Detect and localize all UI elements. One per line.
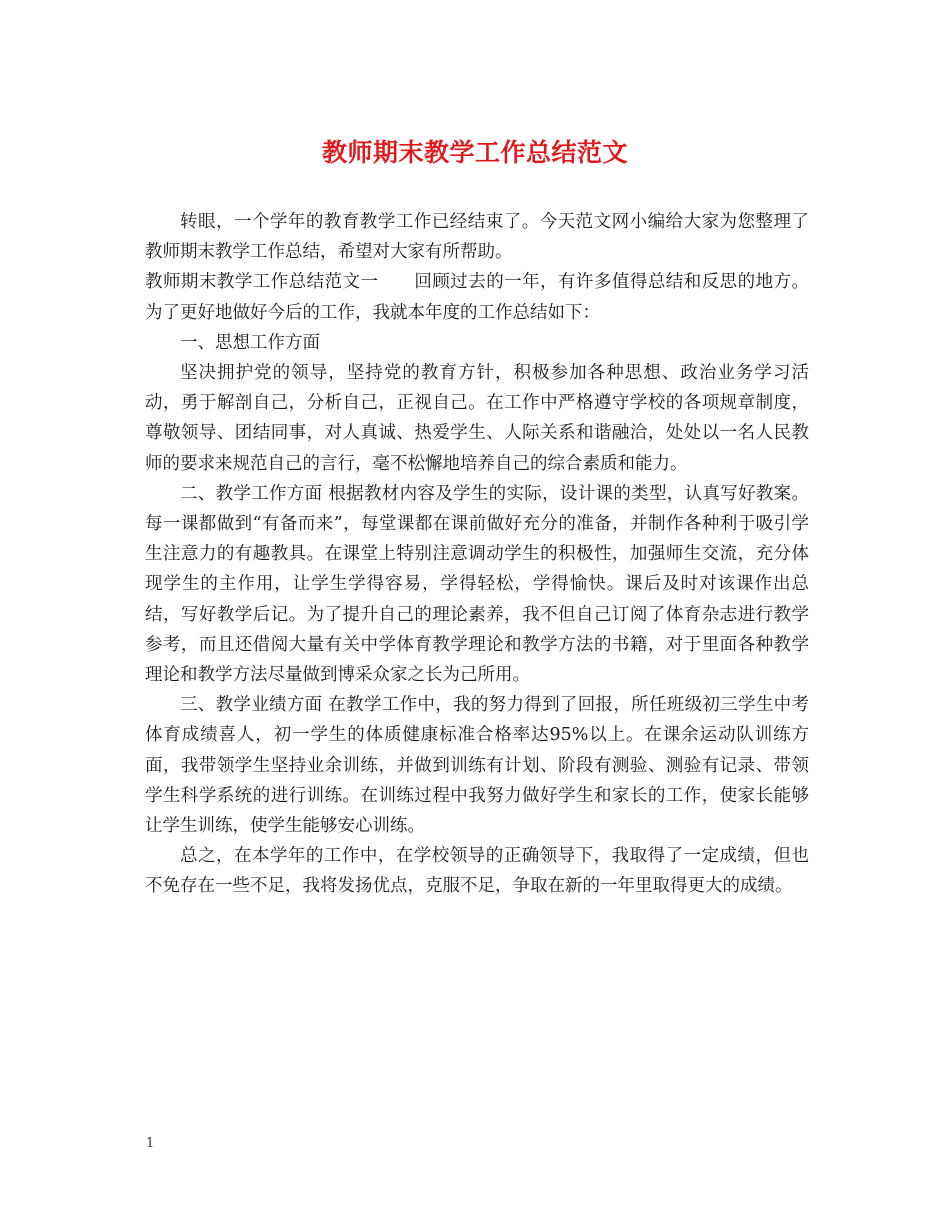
document-body bbox=[145, 207, 809, 902]
intro-paragraph: 转眼，一个学年的教育教学工作已经结束了。今天范文网小编给大家为您整理了教师期末教学工作总结，希望对大家有所帮助。 bbox=[145, 212, 809, 263]
section-intro-paragraph: 教师期末教学工作总结范文一 回顾过去的一年，有许多值得总结和反思的地方。为了更好地做好今后的工作，我就本年度的工作总结如下： bbox=[145, 272, 809, 323]
ideology-paragraph: 坚决拥护党的领导，坚持党的教育方针，积极参加各种思想、政治业务学习活动，勇于解剖自己，分析自己，正视自己。在工作中严格遵守学校的各项规章制度，尊敬领导、团结同事，对人真诚、热爱学生、人际关系和谐融洽，处处以一名人民教师的要求来规范自己的言行，毫不松懈地培养自己的综合素质和能力。 bbox=[145, 363, 809, 474]
document-title: 教师期末教学工作总结范文 bbox=[321, 138, 628, 167]
page-number: 1 bbox=[146, 1136, 155, 1151]
achievement-paragraph: 三、教学业绩方面 在教学工作中，我的努力得到了回报，所任班级初三学生中考体育成绩喜人，初一学生的体质健康标准合格率达95%以上。在课余运动队训练方面，我带领学生坚持业余训练，并做到训练有计划、阶段有测验、测验有记录、带领学生科学系统的进行训练。在训练过程中我努力做好学生和家长的工作，使家长能够让学生训练，使学生能够安心训练。 bbox=[145, 695, 809, 837]
section-heading-ideology: 一、思想工作方面 bbox=[180, 332, 320, 353]
conclusion-paragraph: 总之，在本学年的工作中，在学校领导的正确领导下，我取得了一定成绩，但也不免存在一些不足，我将发扬优点，克服不足，争取在新的一年里取得更大的成绩。 bbox=[145, 846, 809, 897]
teaching-paragraph: 二、教学工作方面 根据教材内容及学生的实际，设计课的类型，认真写好教案。每一课都做到“有备而来”，每堂课都在课前做好充分的准备，并制作各种利于吸引学生注意力的有趣教具。在课堂上特别注意调动学生的积极性，加强师生交流，充分体现学生的主作用，让学生学得容易，学得轻松，学得愉快。课后及时对该课作出总结，写好教学后记。为了提升自己的理论素养，我不但自己订阅了体育杂志进行教学参考，而且还借阅大量有关中学体育教学理论和教学方法的书籍，对于里面各种教学理论和教学方法尽量做到博采众家之长为己所用。 bbox=[145, 483, 809, 686]
